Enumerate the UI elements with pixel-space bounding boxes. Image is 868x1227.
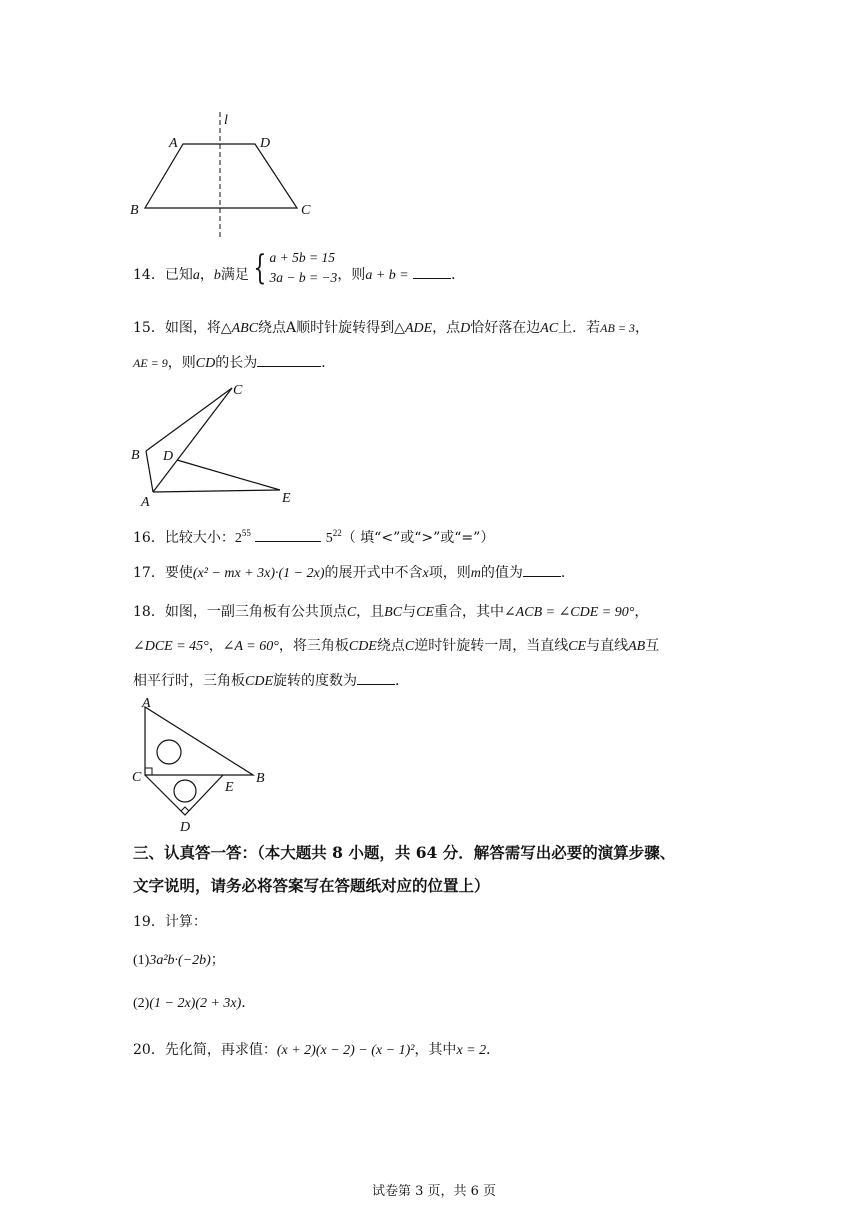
question-19 <box>133 912 207 932</box>
q15-text-3: ，点 <box>432 320 461 336</box>
q14-var-b: b <box>213 268 221 283</box>
q14-end: ． <box>451 267 466 283</box>
question-16 <box>133 523 494 549</box>
q15-end: ． <box>321 355 336 371</box>
q18-text-3a: 相平行时，三角板 <box>133 673 245 689</box>
q14-text-3: ，则 <box>337 267 366 283</box>
q15-segment-cd: CD <box>195 356 216 371</box>
label-b: B <box>130 203 139 218</box>
q20-end: ． <box>486 1042 501 1058</box>
q15-text-2: 绕点A顺时针旋转得到 <box>258 320 395 336</box>
q20-condition: x = 2 <box>456 1043 487 1058</box>
q14-comma: ， <box>199 267 214 283</box>
label-a: A <box>141 495 150 508</box>
q17-end: ． <box>560 565 575 581</box>
q15-number: 15． <box>133 320 165 336</box>
q20-number: 20． <box>133 1042 165 1058</box>
question-19-part-1 <box>133 950 225 971</box>
segment-bc <box>146 388 232 451</box>
label-d: D <box>163 449 174 464</box>
q15-segment-ac: AC <box>540 321 559 336</box>
equation-2: 3a − b = −3 <box>269 270 338 285</box>
q15-point-d: D <box>460 321 471 336</box>
q18-text-3b: 旋转的度数为 <box>273 673 357 689</box>
equation-1: a + 5b = 15 <box>269 250 335 265</box>
label-a: A <box>142 696 151 711</box>
section-3-heading-line-2: 文字说明，请务必将答案写在答题纸对应的位置上） <box>133 876 490 895</box>
question-17 <box>133 562 575 584</box>
label-e: E <box>282 491 291 506</box>
q19-part-2-expression: (1 − 2x)(2 + 3x) <box>149 996 242 1011</box>
q18-point-c: C <box>346 605 357 620</box>
answer-blank-14[interactable] <box>413 264 451 279</box>
q17-text-4: 的值为 <box>480 565 523 581</box>
q18-angle-3: ∠A = 60° <box>222 639 279 654</box>
q16-number: 16． <box>133 530 165 546</box>
q18-text-2b: ，将三角板 <box>278 638 349 654</box>
q19-text-1: 计算： <box>164 914 207 930</box>
q19-part-1-end: ； <box>210 952 225 968</box>
q18-text-2c: 绕点 <box>376 638 405 654</box>
q17-text-2: 的展开式中不含 <box>324 565 423 581</box>
q18-text-1b: ，且 <box>356 604 385 620</box>
q18-end: ． <box>395 673 409 689</box>
label-d: D <box>260 136 271 151</box>
label-c: C <box>233 383 243 398</box>
q17-number: 17． <box>133 565 165 581</box>
q16-base-2: 5 <box>325 531 333 546</box>
segment-de <box>177 460 280 490</box>
label-c: C <box>132 770 142 785</box>
q15-triangle-ade: △ADE <box>394 321 433 336</box>
q18-angle-2: ∠DCE = 45° <box>133 639 209 654</box>
q18-line-ab: AB <box>628 639 646 654</box>
q15-text-4: 恰好落在边 <box>470 320 541 336</box>
q14-text-1: 已知 <box>164 267 193 283</box>
q18-text-1d: 重合，其中 <box>433 604 504 620</box>
q14-var-a: a <box>192 268 200 283</box>
q15-condition-ae: AE = 9 <box>133 356 168 370</box>
equation-system <box>249 248 337 288</box>
q19-number: 19． <box>133 914 165 930</box>
trapezoid-figure <box>125 108 325 243</box>
section-3-heading-line-1: 三、认真答一答：（本大题共 8 小题，共 64 分．解答需写出必要的演算步骤、 <box>133 843 676 862</box>
q16-text-1: 比较大小： <box>164 530 235 546</box>
equation-rows <box>267 248 337 288</box>
q18-line-ce: CE <box>568 639 587 654</box>
q18-point-c-2: C <box>404 639 415 654</box>
q16-exponent-1: 55 <box>241 528 251 538</box>
rotation-triangle-figure <box>125 378 300 508</box>
q19-part-2-end: ． <box>241 995 256 1011</box>
brace-glyph: { <box>253 248 267 288</box>
q20-expression: (x + 2)(x − 2) − (x − 1)² <box>276 1043 415 1058</box>
q19-part-1-expression: 3a²b·(−2b) <box>149 953 211 968</box>
right-angle-mark-c <box>145 768 152 775</box>
q17-var-x: x <box>422 566 429 581</box>
q14-expression: a + b = <box>365 268 409 283</box>
q18-text-1e: ， <box>634 604 649 620</box>
q15-text-5: 上．若 <box>558 320 601 336</box>
question-18-line-2 <box>133 636 659 657</box>
answer-blank-15[interactable] <box>257 352 321 367</box>
q18-segment-ce: CE <box>416 605 434 620</box>
q18-triangle-cde-2: CDE <box>245 674 273 689</box>
q18-number: 18． <box>133 604 165 620</box>
q18-text-1a: 如图，一副三角板有公共顶点 <box>164 604 347 620</box>
q15-text-6: ， <box>634 320 649 336</box>
set-squares-figure <box>125 695 275 835</box>
q17-text-3: 项，则 <box>428 565 471 581</box>
right-angle-mark-d <box>181 807 189 811</box>
q16-base-1: 2 <box>234 531 242 546</box>
q15-text-1: 如图，将 <box>164 320 221 336</box>
q14-number: 14． <box>133 267 165 283</box>
q18-text-2f: 互 <box>645 638 660 654</box>
q20-text-1: 先化简，再求值： <box>164 1042 277 1058</box>
q18-text-1c: 与 <box>402 604 417 620</box>
q15-text-8: 的长为 <box>215 355 258 371</box>
q18-text-2a: ， <box>208 638 223 654</box>
q19-part-2-label: (2) <box>133 996 150 1011</box>
question-15-line-1 <box>133 318 649 339</box>
question-20 <box>133 1040 500 1061</box>
answer-blank-16[interactable] <box>255 527 321 542</box>
page-footer: 试卷第 3 页，共 6 页 <box>371 1184 497 1199</box>
label-a: A <box>169 136 178 151</box>
q15-text-7: ，则 <box>167 355 196 371</box>
q18-angle-1: ∠ACB = ∠CDE = 90° <box>503 605 635 620</box>
question-18-line-1 <box>133 602 648 623</box>
label-e: E <box>225 780 234 795</box>
label-b: B <box>256 771 265 786</box>
q18-segment-bc: BC <box>384 605 403 620</box>
q19-part-1-label: (1) <box>133 953 150 968</box>
triangle-acb <box>145 707 253 775</box>
q17-expression: (x² − mx + 3x)·(1 − 2x) <box>192 566 325 581</box>
q17-var-m: m <box>470 566 481 581</box>
q18-text-2d: 逆时针旋转一周，当直线 <box>414 638 569 654</box>
q18-triangle-cde: CDE <box>348 639 377 654</box>
answer-blank-18[interactable] <box>357 670 395 685</box>
triangle-hole-top <box>157 740 181 764</box>
q14-text-2: 满足 <box>220 267 249 283</box>
trapezoid-abcd <box>145 144 297 208</box>
segment-ae <box>153 490 280 492</box>
q16-text-2: （ 填“<”或“>”或“=”） <box>341 530 495 546</box>
q20-text-2: ，其中 <box>414 1042 457 1058</box>
q15-condition-ab: AB = 3 <box>600 321 635 335</box>
q18-text-2e: 与直线 <box>586 638 629 654</box>
triangle-hole-bottom <box>174 780 196 802</box>
q15-triangle-abc: △ABC <box>220 321 259 336</box>
label-c: C <box>301 203 311 218</box>
segment-ac <box>153 388 232 492</box>
label-l: l <box>224 113 228 128</box>
triangle-cde <box>145 775 223 815</box>
segment-ba <box>146 451 153 492</box>
answer-blank-17[interactable] <box>523 562 561 577</box>
q16-exponent-2: 22 <box>332 528 342 538</box>
question-15-line-2 <box>133 352 335 374</box>
label-d: D <box>180 820 191 835</box>
label-b: B <box>131 448 140 463</box>
question-19-part-2 <box>133 993 255 1014</box>
question-18-line-3 <box>133 670 409 692</box>
q17-text-1: 要使 <box>164 565 193 581</box>
question-14 <box>133 248 466 288</box>
